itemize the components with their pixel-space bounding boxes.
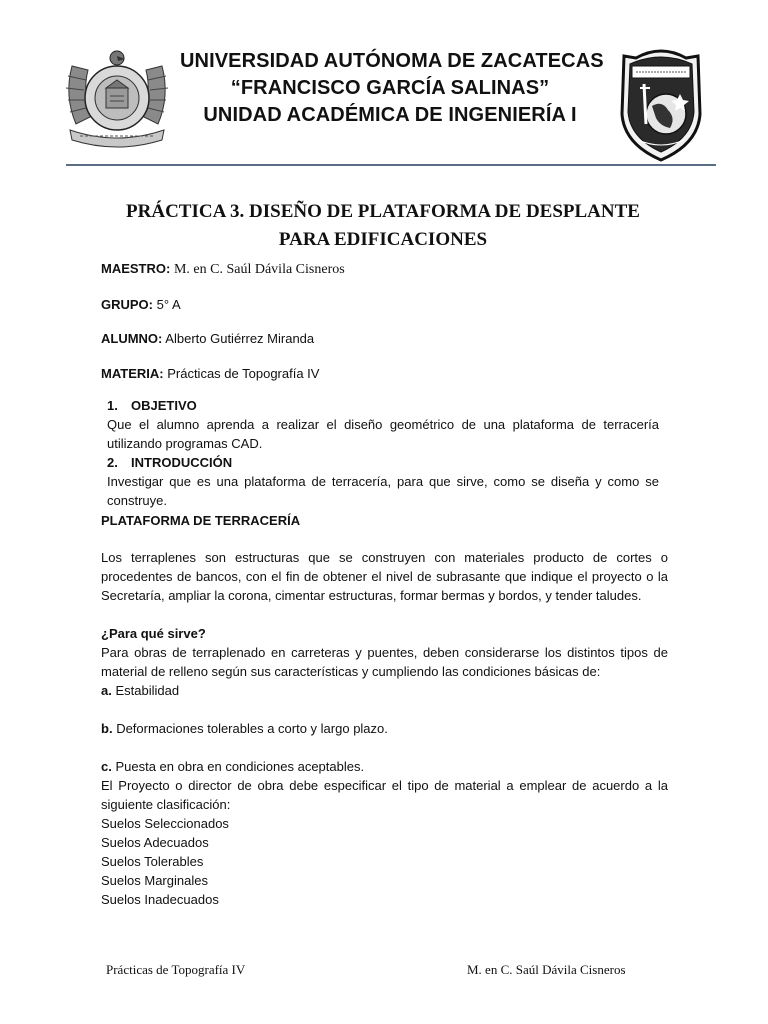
footer-left: Prácticas de Topografía IV [106, 962, 246, 977]
university-header [180, 48, 604, 129]
maestro-field [101, 261, 345, 278]
condition-item-c [101, 757, 668, 776]
condition-item-b [101, 719, 668, 738]
university-subtitle: “FRANCISCO GARCÍA SALINAS” [230, 77, 550, 99]
section-objetivo-body: Que el alumno aprenda a realizar el diseño geométrico de una plataforma de terracería utilizando programas CAD. [107, 417, 659, 451]
practice-title-line1: PRÁCTICA 3. DISEÑO DE PLATAFORMA DE DESPLANTE [126, 201, 640, 222]
item-text: Estabilidad [115, 683, 180, 698]
practice-title-line2: PARA EDIFICACIONES [278, 229, 488, 250]
alumno-value: Alberto Gutiérrez Miranda [165, 331, 315, 346]
section-number: 2. [107, 455, 118, 470]
header-divider [66, 164, 716, 166]
item-label: b. [101, 721, 113, 736]
grupo-value: 5° A [156, 297, 181, 312]
alumno-label: ALUMNO: [101, 331, 163, 346]
grupo-field [101, 297, 181, 312]
engineering-shield-icon [616, 44, 706, 162]
university-seal-icon [62, 46, 172, 150]
maestro-value: M. en C. Saúl Dávila Cisneros [173, 262, 345, 277]
grupo-label: GRUPO: [101, 297, 153, 312]
maestro-label: MAESTRO: [101, 261, 171, 276]
condition-item-a [101, 681, 668, 700]
list-item: Suelos Inadecuados [101, 892, 219, 907]
item-text: Puesta en obra en condiciones aceptables. [115, 759, 365, 774]
terraplenes-paragraph: Los terraplenes son estructuras que se construyen con materiales producto de cortes o procedentes de bancos, con el fin de obtener el nivel de subrasante que indique el proyecto o la Secretaría, ampliar la corona, cimentar estructuras, formar bermas y bordos, y tender taludes. [101, 550, 668, 603]
section-number: 1. [107, 398, 118, 413]
materia-value: Prácticas de Topografía IV [167, 366, 320, 381]
list-item: Suelos Seleccionados [101, 816, 229, 831]
materia-field [101, 366, 319, 381]
soil-list [101, 814, 668, 909]
item-label: a. [101, 683, 112, 698]
item-text: Deformaciones tolerables a corto y largo plazo. [116, 721, 388, 736]
list-item: Suelos Adecuados [101, 835, 209, 850]
list-item: Suelos Marginales [101, 873, 208, 888]
section-objetivo-heading [107, 398, 197, 413]
para-que-sirve-heading: ¿Para qué sirve? [101, 626, 206, 641]
section-title: INTRODUCCIÓN [131, 455, 233, 470]
item-label: c. [101, 759, 112, 774]
materia-label: MATERIA: [101, 366, 164, 381]
footer-right: M. en C. Saúl Dávila Cisneros [467, 962, 626, 977]
clasificacion-paragraph: El Proyecto o director de obra debe especificar el tipo de material a emplear de acuerdo a la siguiente clasificación: [101, 778, 668, 812]
university-name: UNIVERSIDAD AUTÓNOMA DE ZACATECAS [180, 50, 604, 72]
section-title: OBJETIVO [131, 398, 197, 413]
list-item: Suelos Tolerables [101, 854, 204, 869]
alumno-field [101, 331, 314, 346]
section-introduccion-body: Investigar que es una plataforma de terracería, para que sirve, como se diseña y como se construye. [107, 474, 659, 508]
obras-paragraph: Para obras de terraplenado en carreteras y puentes, deben considerarse los distintos tipos de material de relleno según sus características y cumpliendo las condiciones básicas de: [101, 645, 668, 679]
section-introduccion-heading [107, 455, 232, 470]
plataforma-heading: PLATAFORMA DE TERRACERÍA [101, 513, 301, 528]
academic-unit: UNIDAD ACADÉMICA DE INGENIERÍA I [203, 104, 577, 126]
practice-title [100, 198, 666, 254]
